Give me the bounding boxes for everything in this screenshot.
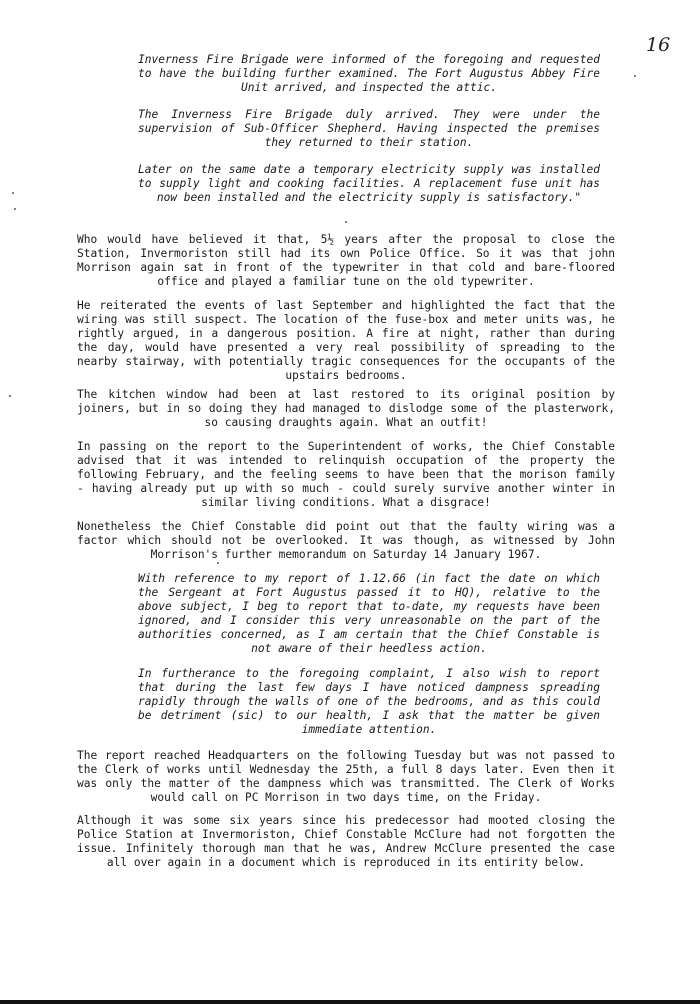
quote-paragraph-dampness: In furtherance to the foregoing complaint, I also wish to report that during the last few days I have noticed dampness spreading rapidly through the walls of one of the bedrooms, and as this could be detriment (sic) to our health, I ask that the matter be given immediate attention. [138,667,600,737]
body-paragraph-headquarters: The report reached Headquarters on the following Tuesday but was not passed to the Clerk of works until Wednesday the 25th, a full 8 days later. Even then it was only the matter of the dampness which was transmitted. The Clerk of Works would call on PC Morrison in two days time, on the Friday. [77,749,615,805]
scan-speck [634,75,636,77]
scan-bottom-edge [0,1000,700,1004]
body-paragraph-superintendent: In passing on the report to the Superintendent of works, the Chief Constable advised that it was intended to relinquish occupation of the property the following February, and the feeling seems to have been that the morison family - having already put up with so much - could surely survive another winter in similar living conditions. What a disgrace! [77,440,615,510]
body-paragraph-chief-constable: Nonetheless the Chief Constable did point out that the faulty wiring was a factor which should not be overlooked. It was though, as witnessed by John Morrison's further memorandum on Saturday 14 January 1967. [77,520,615,562]
scan-speck [14,208,16,210]
body-paragraph-kitchen-window: The kitchen window had been at last restored to its original position by joiners, but in so doing they had managed to dislodge some of the plasterwork, so causing draughts again. What an outfit! [77,388,615,430]
scan-speck [9,395,11,397]
quote-paragraph-sub-officer: The Inverness Fire Brigade duly arrived. They were under the supervision of Sub-Officer Shepherd. Having inspected the premises they returned to their station. [138,108,600,150]
page-number: 16 [646,34,671,56]
body-paragraph-wiring: He reiterated the events of last September and highlighted the fact that the wiring was still suspect. The location of the fuse-box and meter units was, he rightly argued, in a dangerous position. A fire at night, rather than during the day, would have presented a very real possibility of spreading to the nearby stairway, with potentially tragic consequences for the occupants of the upstairs bedrooms. [77,299,615,383]
quote-paragraph-electricity: Later on the same date a temporary electricity supply was installed to supply light and cooking facilities. A replacement fuse unit has now been installed and the electricity supply is satisfactory." [138,163,600,205]
quote-paragraph-fire-brigade: Inverness Fire Brigade were informed of the foregoing and requested to have the building further examined. The Fort Augustus Abbey Fire Unit arrived, and inspected the attic. [138,53,600,95]
scan-speck [12,192,14,194]
scan-speck [217,562,219,564]
body-paragraph-typewriter: Who would have believed it that, 5½ years after the proposal to close the Station, Invermoriston still had its own Police Office. So it was that john Morrison again sat in front of the typewriter in that cold and bare-floored office and played a familiar tune on the old typewriter. [77,233,615,289]
body-paragraph-mcclure: Although it was some six years since his predecessor had mooted closing the Police Station at Invermoriston, Chief Constable McClure had not forgotten the issue. Infinitely thorough man that he was, Andrew McClure presented the case all over again in a document which is reproduced in its entirity below. [77,814,615,870]
quote-paragraph-memorandum: With reference to my report of 1.12.66 (in fact the date on which the Sergeant at Fort Augustus passed it to HQ), relative to the above subject, I beg to report that to-date, my requests have been ignored, and I consider this very unreasonable on the part of the authorities concerned, as I am certain that the Chief Constable is not aware of their heedless action. [138,572,600,656]
scan-speck [345,221,347,223]
